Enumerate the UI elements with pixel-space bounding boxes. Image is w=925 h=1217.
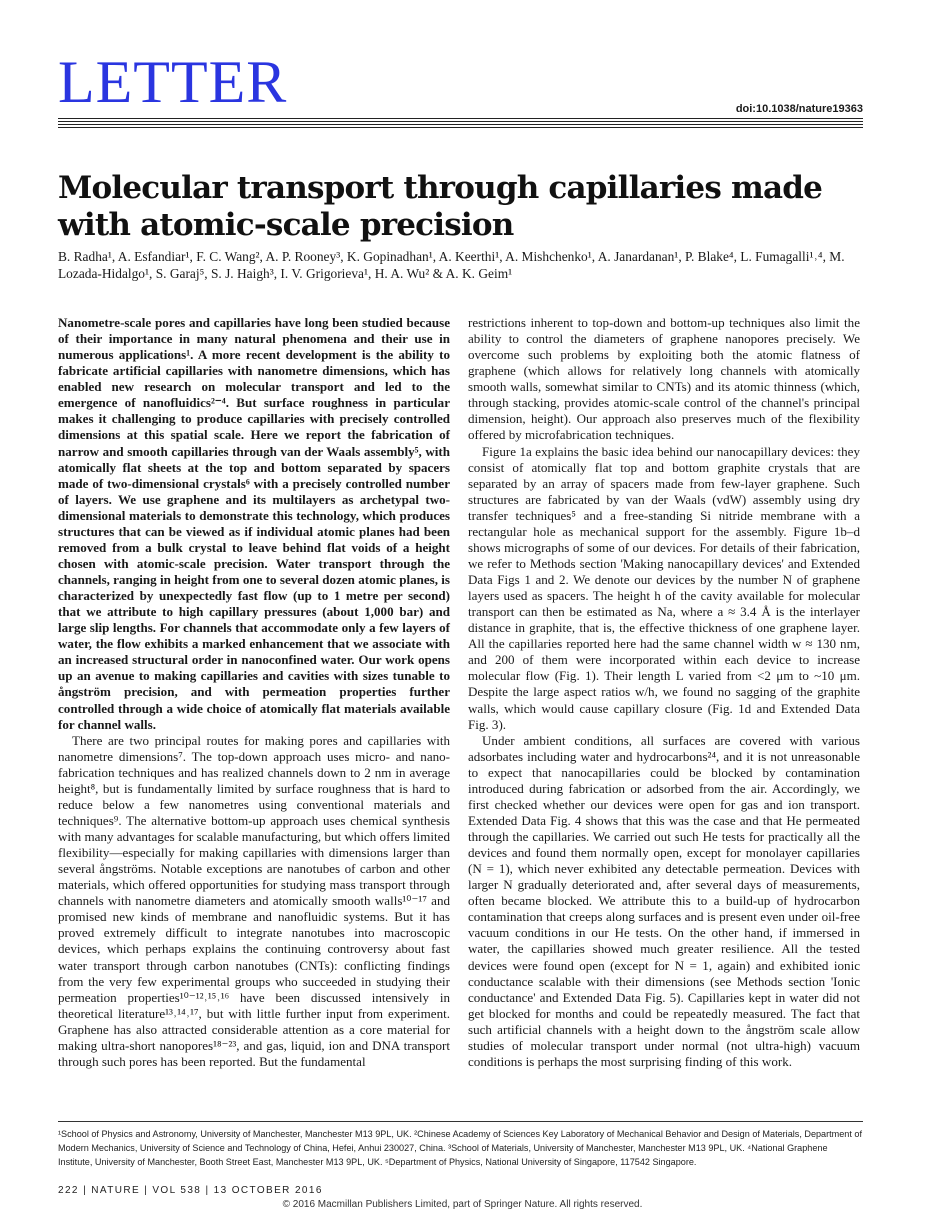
doi-link[interactable]: doi:10.1038/nature19363: [735, 103, 863, 115]
affiliations-footnote: ¹School of Physics and Astronomy, University of Manchester, Manchester M13 9PL, UK. ²Chinese Academy of Sciences Key Laboratory of Mechanical Behavior and Design of Materials, Department of Modern Mechanics, University of Science and Technology of China, Hefei, Anhui 230027, China. ³School of Materials, University of Manchester, Manchester M13 9PL, UK. ⁴National Graphene Institute, University of Manchester, Booth Street East, Manchester M13 9PL, UK. ⁵Department of Physics, National University of Singapore, 117542 Singapore.: [58, 1129, 863, 1167]
paragraph-ambient: Under ambient conditions, all surfaces are covered with various adsorbates including water and hydrocarbons²⁴, and it is not unreasonable to expect that nanocapillaries could be blocked by contamination introduced during fabrication or adsorbed from the air. Accordingly, we first checked whether our devices were open for gas and ion transport. Extended Data Fig. 4 shows that this was the case and that He permeated through the capillaries. We carried out such He tests for practically all the devices and found them normally open, except for monolayer capillaries (N = 1), which never exhibited any detectable permeation. Devices with larger N gradually deteriorated and, after several days of measurements, often became blocked. We attribute this to a build-up of hydrocarbon contamination that creeps along surfaces and is present even under oil-free vacuum conditions in our He tests. On the other hand, if immersed in water, the capillaries showed much greater resilience. All the tested devices were found open (except for N = 1, again) and exhibited ionic conductance scalable with their dimensions (see Methods section 'Ionic conductance' and Extended Data Fig. 5). Capillaries kept in water did not get blocked for months and could be repeatedly measured. The fact that such artificial channels with a height down to the ångström scale allow studies of molecular transport under normal (not ultra-high) vacuum conditions is perhaps the most surprising finding of this work.: [468, 732, 860, 1069]
page-number-line: 222 | NATURE | VOL 538 | 13 OCTOBER 2016: [58, 1185, 323, 1196]
footnote-rule: [58, 1121, 863, 1122]
article-title: Molecular transport through capillaries made with atomic-scale precision: [58, 170, 823, 243]
paragraph-intro: There are two principal routes for making pores and capillaries with nanometre dimensions⁷. The top-down approach uses micro- and nano-fabrication techniques and has realized channels down to 2 nm in average height⁸, but is fundamentally limited by surface roughness that is hard to reduce below a few nanometres using conventional materials and techniques⁹. The alternative bottom-up approach uses chemical synthesis with many advantages for scalable manufacturing, but which offers limited flexibility—especially for making capillaries with dimensions larger than several ångströms. Notable exceptions are nanotubes of carbon and other materials, which offered opportunities for studying mass transport through channels with nanometre diameters and atomically smooth walls¹⁰⁻¹⁷ and promised new kinds of membrane and nanofluidic systems. But it has proved extremely difficult to integrate nanotubes into macroscopic devices, which perhaps explains the continuing controversy about fast water transport through carbon nanotubes (CNTs): conflicting findings from the very few experimental groups who succeeded in studying their permeation properties¹⁰⁻¹²˒¹⁵˒¹⁶ have been discussed intensively in theoretical literature¹³˒¹⁴˒¹⁷, but with little further input from experiment. Graphene has also attracted considerable attention as a core material for making ultra-short nanopores¹⁸⁻²³, and gas, liquid, ion and DNA transport through such pores has been reported. But the fundamental: [58, 732, 450, 1069]
copyright-line: © 2016 Macmillan Publishers Limited, part of Springer Nature. All rights reserved.: [282, 1199, 643, 1210]
left-column: [58, 315, 450, 1070]
abstract: Nanometre-scale pores and capillaries have long been studied because of their importance in many natural phenomena and their use in numerous applications¹. A more recent development is the ability to fabricate artificial capillaries with nanometre dimensions, which has enabled new research on molecular transport and led to the emergence of nanofluidics²⁻⁴. But surface roughness in particular makes it challenging to produce capillaries with precisely controlled dimensions at this spatial scale. Here we report the fabrication of narrow and smooth capillaries through van der Waals assembly⁵, with atomically flat sheets at the top and bottom separated by spacers made of two-dimensional crystals⁶ with a precisely controlled number of layers. We use graphene and its multilayers as archetypal two-dimensional materials to demonstrate this technology, which produces structures that can be viewed as if individual atomic planes had been removed from a bulk crystal to leave behind flat voids of a height chosen with atomic-scale precision. Water transport through the channels, ranging in height from one to several dozen atomic planes, is characterized by unexpectedly fast flow (up to 1 metre per second) that we attribute to high capillary pressures (about 1,000 bar) and large slip lengths. For channels that accommodate only a few layers of water, the flow exhibits a marked enhancement that we associate with an increased structural order in nanoconfined water. Our work opens up an avenue to making capillaries and cavities with sizes tunable to ångström precision, and with permeation properties further controlled through a wide choice of atomically flat materials available for channel walls.: [58, 315, 450, 732]
paragraph-continued: restrictions inherent to top-down and bottom-up techniques also limit the ability to control the diameters of graphene nanopores precisely. We overcome such problems by exploiting both the atomic flatness of graphene (which allows for relatively long channels with atomically smooth walls, somewhat similar to CNTs) and its atomic thinness (which, through stacking, provides atomic-scale control of the channel's principal dimension, height). Our approach also preserves much of the flexibility offered by microfabrication techniques.: [468, 315, 860, 443]
header-rules: [58, 118, 863, 130]
section-label: LETTER: [58, 49, 288, 115]
paragraph-figure1: Figure 1a explains the basic idea behind our nanocapillary devices: they consist of atomically flat top and bottom graphite crystals that are separated by an array of spacers made from few-layer graphene. Such structures are fabricated by van der Waals (vdW) assembly using dry transfer techniques⁵ and a free-standing Si nitride membrane with a rectangular hole as mechanical support for the assembly. Figure 1b–d shows micrographs of some of our devices. For details of their fabrication, we refer to Methods section 'Making nanocapillary devices' and Extended Data Figs 1 and 2. We denote our devices by the number N of graphene layers used as spacers. The height h of the cavity available for molecular transport can then be estimated as Na, where a ≈ 3.4 Å is the interlayer distance in graphite, that is, the effective thickness of one graphene layer. All the capillaries reported here had the same channel width w ≈ 130 nm, and 200 of them were incorporated within each device to increase molecular flow (Fig. 1). Their length L varied from <2 μm to ~10 μm. Despite the large aspect ratios w/h, we found no sagging of the graphite walls, which would cause capillary closure (Fig. 1d and Extended Data Fig. 3).: [468, 443, 860, 732]
right-column: [468, 315, 860, 1070]
author-list: B. Radha¹, A. Esfandiar¹, F. C. Wang², A. P. Rooney³, K. Gopinadhan¹, A. Keerthi¹, A. Mishchenko¹, A. Janardanan¹, P. Blake⁴, L. Fumagalli¹˒⁴, M. Lozada-Hidalgo¹, S. Garaj⁵, S. J. Haigh³, I. V. Grigorieva¹, H. A. Wu² & A. K. Geim¹: [58, 249, 845, 281]
